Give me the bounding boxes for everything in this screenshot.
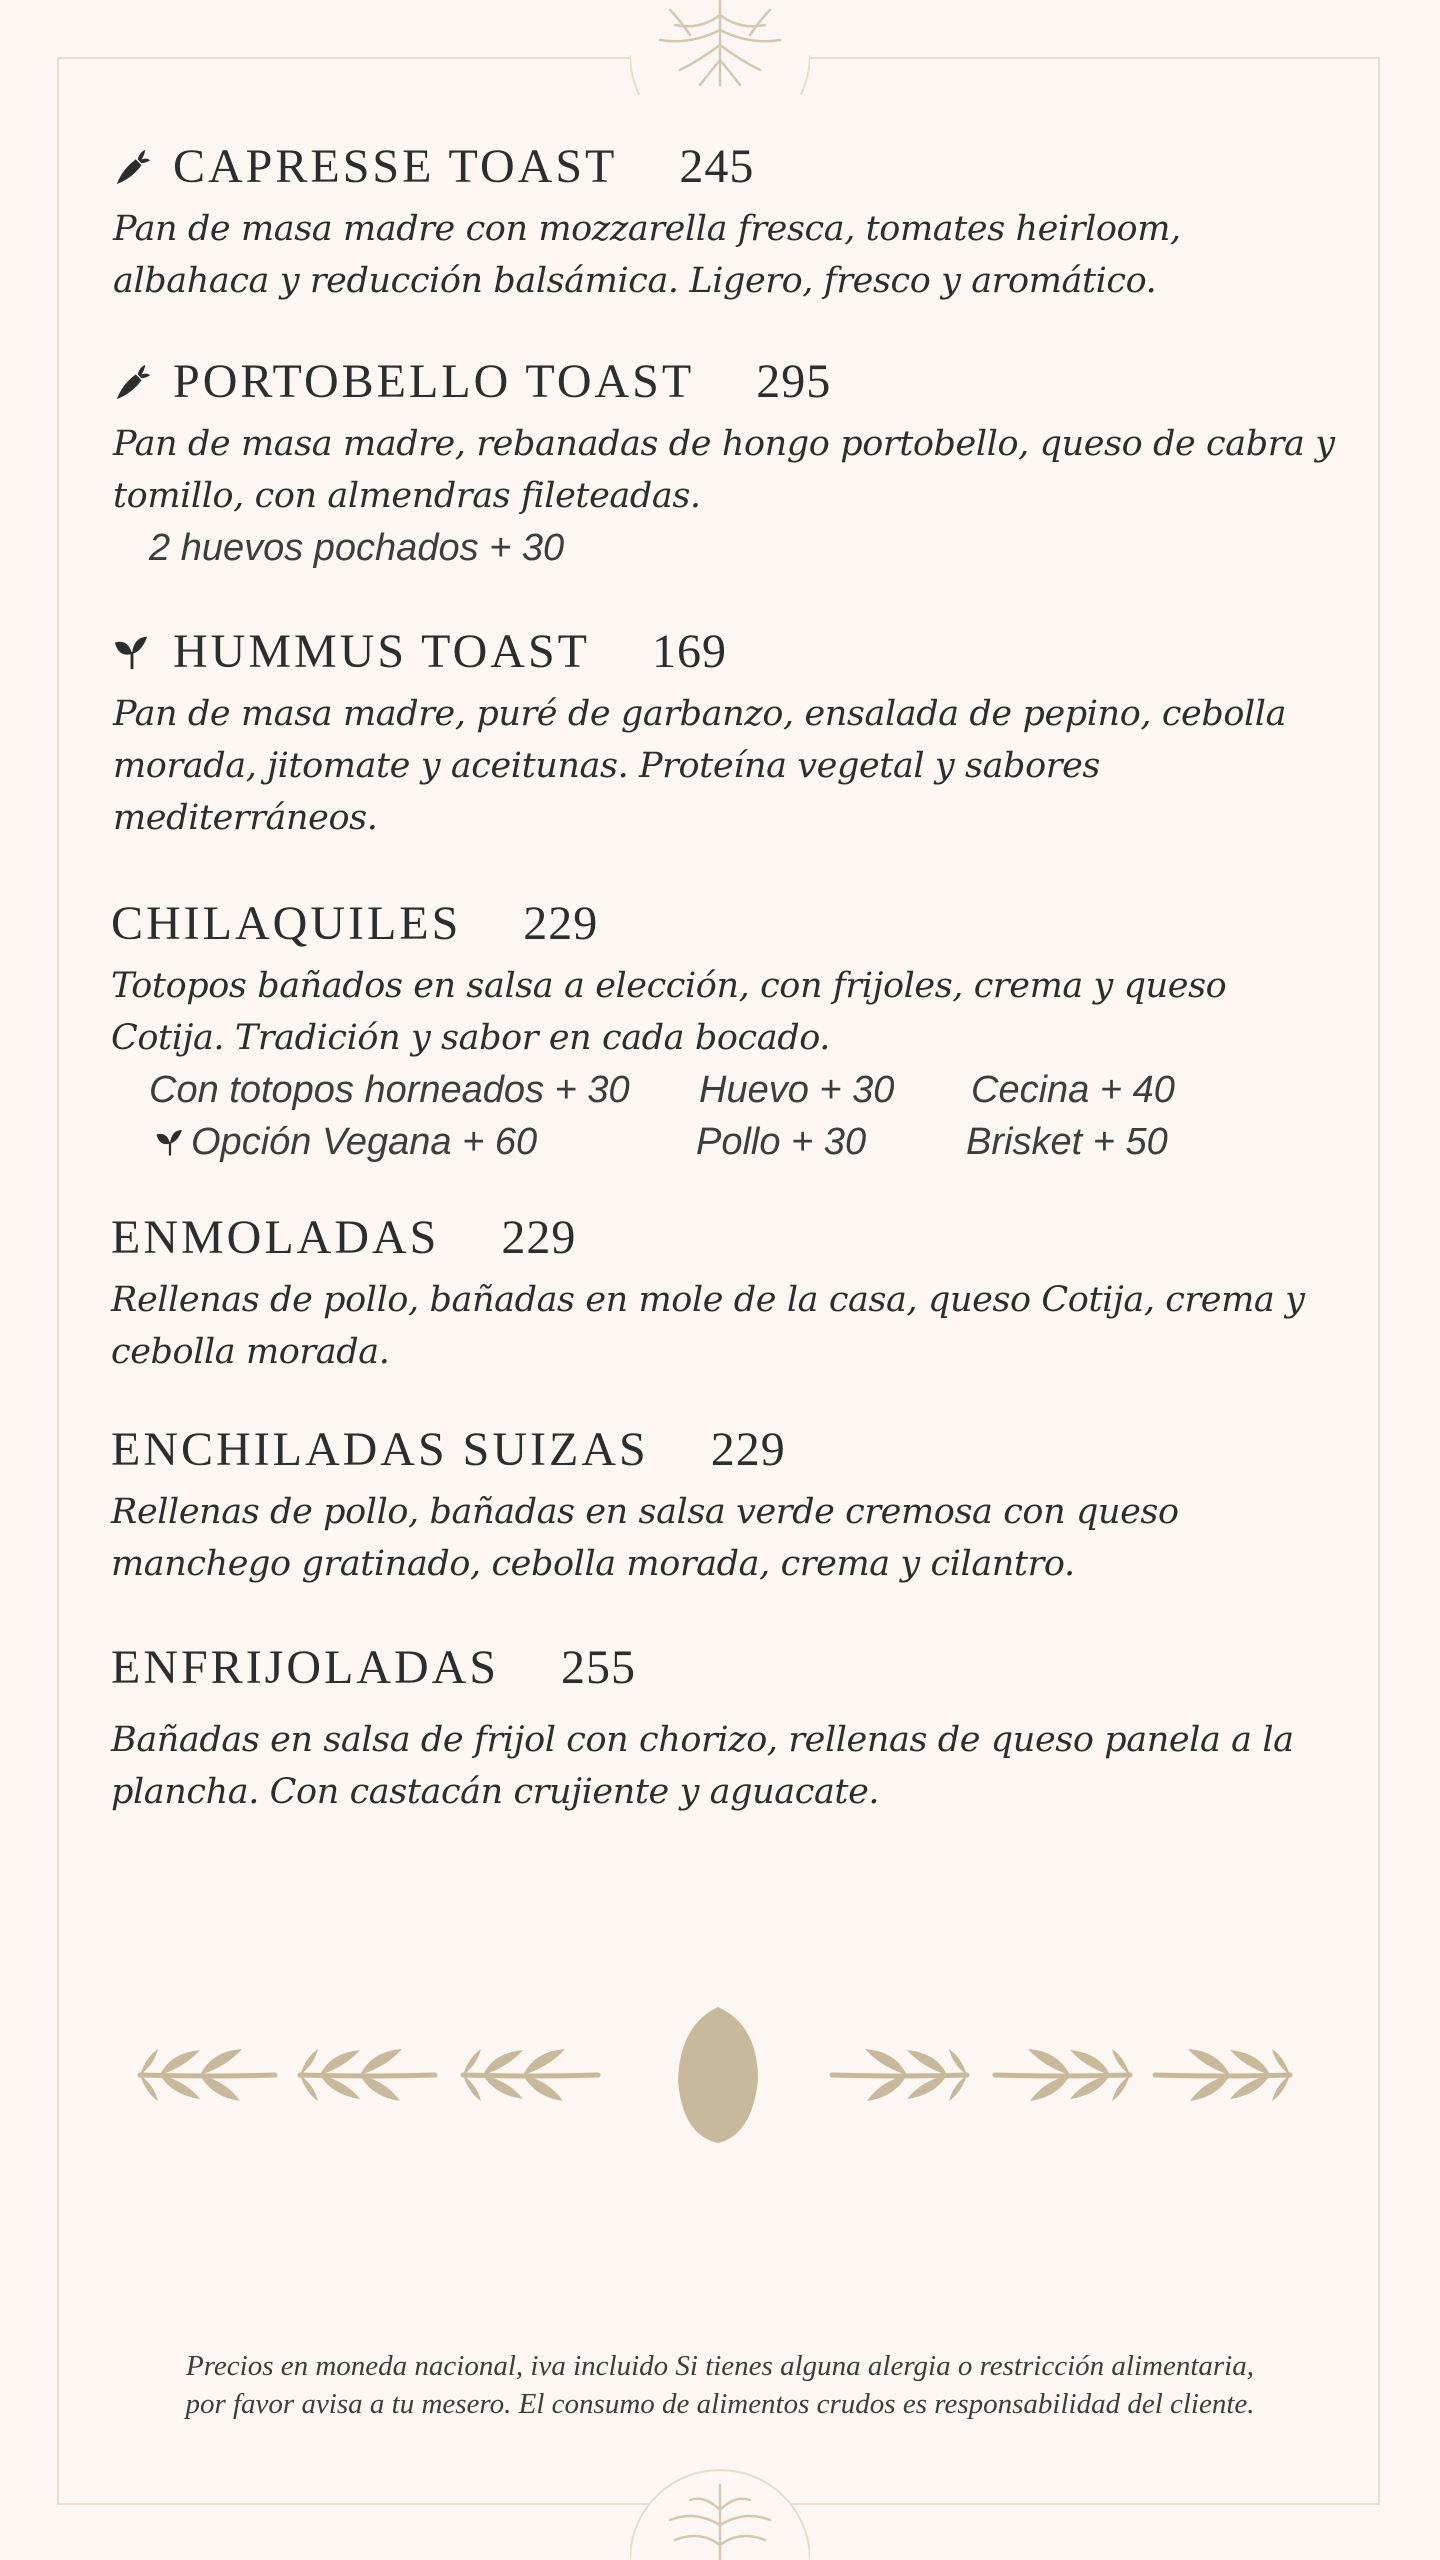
item-description: Totopos bañados en salsa a elección, con frijoles, crema y queso Cotija. Tradición y sabor en cada bocado. [111, 966, 1227, 1058]
item-price: 255 [561, 1641, 637, 1694]
item-description: Pan de masa madre, puré de garbanzo, ensalada de pepino, cebolla morada, jitomate y aceitunas. Proteína vegetal y sabores mediterráneos. [113, 694, 1287, 838]
item-name: ENMOLADAS [111, 1211, 440, 1264]
sprout-icon [155, 1127, 185, 1157]
leaf-branch [300, 2049, 435, 2101]
leaf-branch [140, 2049, 275, 2101]
item-description: Rellenas de pollo, bañadas en mole de la casa, queso Cotija, crema y cebolla morada. [111, 1280, 1305, 1372]
leaf-branch [1155, 2049, 1290, 2101]
menu-item-enfrijoladas [111, 1638, 1341, 1818]
option-item: Con totopos horneados + 30 [149, 1069, 630, 1111]
tree-roots-ornament-bottom [630, 2465, 810, 2560]
item-price: 229 [523, 897, 599, 950]
option-item: Pollo + 30 [696, 1121, 867, 1163]
menu-item-capresse-toast [113, 137, 1343, 307]
menu-item-chilaquiles [111, 894, 1341, 1168]
option-item-vegan [155, 1116, 537, 1168]
item-description: Rellenas de pollo, bañadas en salsa verde cremosa con queso manchego gratinado, cebolla morada, crema y cilantro. [111, 1492, 1179, 1584]
menu-item-hummus-toast [113, 622, 1343, 844]
item-name: CAPRESSE TOAST [173, 140, 618, 193]
item-price: 169 [651, 625, 727, 678]
leaf-branch [463, 2049, 598, 2101]
branch-divider [130, 1995, 1310, 2155]
item-name: ENCHILADAS SUIZAS [111, 1423, 649, 1476]
option-item: Brisket + 50 [966, 1121, 1168, 1163]
menu-item-enmoladas [111, 1208, 1341, 1378]
option-item: Huevo + 30 [699, 1069, 895, 1111]
item-price: 229 [710, 1423, 786, 1476]
options-grid [111, 1064, 1341, 1168]
leaf-branch [995, 2049, 1130, 2101]
tree-roots-ornament [630, 0, 810, 95]
item-name: HUMMUS TOAST [173, 625, 590, 678]
option-label: Opción Vegana + 60 [191, 1121, 538, 1163]
carrot-icon [113, 362, 151, 402]
item-description: Bañadas en salsa de frijol con chorizo, rellenas de queso panela a la plancha. Con castacán crujiente y aguacate. [111, 1720, 1294, 1812]
option-item: Cecina + 40 [971, 1069, 1175, 1111]
item-description: Pan de masa madre, rebanadas de hongo portobello, queso de cabra y tomillo, con almendras fileteadas. [113, 424, 1335, 516]
footer-line-1: Precios en moneda nacional, iva incluido Si tienes alguna alergia o restricción alimentaria, [185, 2350, 1254, 2382]
cocoa-pod-icon [678, 2007, 758, 2143]
item-name: CHILAQUILES [111, 897, 462, 950]
item-name: ENFRIJOLADAS [111, 1641, 500, 1694]
sprout-icon [113, 632, 151, 672]
menu-item-portobello-toast [113, 352, 1343, 574]
footer-note [0, 2347, 1440, 2423]
item-price: 295 [756, 355, 832, 408]
item-extra: 2 huevos pochados + 30 [149, 527, 565, 569]
item-price: 229 [501, 1211, 577, 1264]
item-description: Pan de masa madre con mozzarella fresca, tomates heirloom, albahaca y reducción balsámica. Ligero, fresco y aromático. [113, 209, 1181, 301]
item-price: 245 [679, 140, 755, 193]
footer-line-2: por favor avisa a tu mesero. El consumo de alimentos crudos es responsabilidad del cliente. [185, 2388, 1255, 2420]
item-name: PORTOBELLO TOAST [173, 355, 695, 408]
leaf-branch [832, 2049, 967, 2101]
menu-item-enchiladas-suizas [111, 1420, 1341, 1590]
carrot-icon [113, 147, 151, 187]
